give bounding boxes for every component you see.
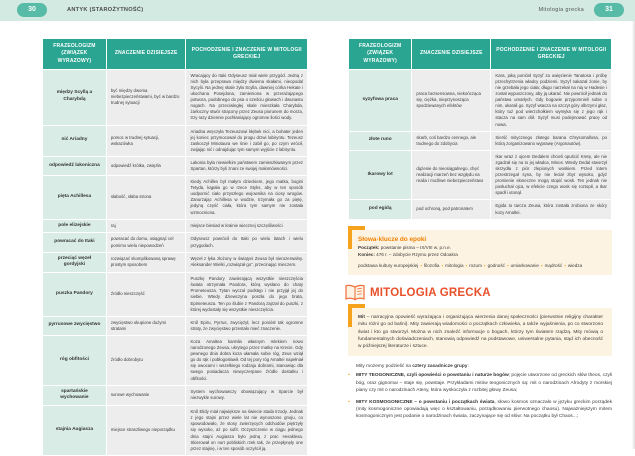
- phrase-cell: nić Ariadny: [43, 126, 106, 156]
- phrase-cell: między Scyllą a Charybdą: [43, 70, 106, 125]
- phrase-cell: złote runo: [349, 132, 411, 150]
- origin-cell: Kara, jaką poniósł Syzyf za uwięzienie Tanatosa i próbę przechytrzenia władcy podziemi. Syzyf nakazał żonie, by nie grzebała jego ciała; długo narzekał na nią w Hadesie i został wypuszczony, aby ją ukarać. Nie powrócił jednak do państwa umarłych. Gdy bogowie przypomnieli sobie o nim, ukarali go. Syzyf wtacza na szczyt góry olbrzymi głaz, który tuż pod wierzchołkiem wymyka się z jego rąk i stacza na sam dół. Syzyf musi podejmować pracę od nowa.: [491, 70, 611, 131]
- table-row: [43, 126, 307, 156]
- table-row: [43, 233, 307, 251]
- right-page-content: [348, 38, 612, 426]
- table-head-left: [43, 39, 307, 69]
- phrase-cell: pod egidą: [349, 200, 411, 218]
- list-item: [348, 372, 612, 394]
- epoch-end-text: 476 r. – zdobycie Rzymu przez Odoakra: [374, 252, 458, 258]
- phrase-cell: przeciąć węzeł gordyjski: [43, 253, 106, 273]
- phraseology-table-left: [42, 38, 308, 456]
- list-item-lead: MITY TEOGONICZNE, czyli opowieści o powstaniu i naturze bogów: [356, 373, 509, 379]
- meaning-cell: źródło dobrobytu: [107, 336, 186, 385]
- table-row: [349, 200, 611, 218]
- epoch-end-line: [358, 252, 603, 259]
- corner-bracket-icon: [348, 304, 365, 327]
- origin-cell: Koza Amaltea karmiła własnym mlekiem nowo narodzonego Zeusa, ukrytego przez matkę na Krecie. Gdy pewnego dnia dobra koza ułamała sobie róg, Zeus wziął go do rąk i pobłogosławił. Od tej pory róg Amaltei napełniał się owocami i wszelkiego rodzaju dobrami, stanowiąc dla swego posiadacza niewyczerpane źródło dostatku i obfitości.: [186, 336, 307, 385]
- table-row: [349, 70, 611, 131]
- origin-cell: System wychowawczy obowiązujący w Sparcie był niezwykle surowy.: [186, 386, 307, 406]
- groups-intro: [356, 363, 612, 370]
- keyword: umiarkowanie: [510, 262, 539, 268]
- origin-cell: Sierść mitycznego złotego barana Chrysomallosa, po którą zorganizowano wyprawę (Argonautów).: [491, 132, 611, 150]
- section-heading: [344, 284, 612, 302]
- keywords-line: [358, 262, 603, 269]
- origin-cell: Wracający do Itaki Odyseusz miał wiele przygód. Jedną z nich była przeprawa między dwiema skałami, nieopodal Sycylii. Na jednej skale żyła Scylla, dawniej córka Hekate i ukochana Posejdona, zamieniona w przerażającego potwora, podobnego do psa o sześciu głowach i dwunastu nogach. Na przeciwległej skale mieszkała Charybda, żarłoczny stwór strącony przez Zeusa piorunem do morza, trzy razy dziennie pochłaniający ogromne ilości wody.: [186, 70, 307, 125]
- column-header-origin: POCHODZENIE I ZNACZENIE W MITOLOGII GRECKIEJ: [186, 39, 307, 69]
- keyword-separator-icon: ▪: [506, 262, 509, 268]
- column-header-origin: POCHODZENIE I ZNACZENIE W MITOLOGII GRECKIEJ: [491, 39, 611, 69]
- groups-intro-post: :: [467, 364, 469, 370]
- keywords-box-title: Słowa-klucze do epoki: [358, 235, 427, 243]
- page-number-right: 31: [594, 3, 624, 17]
- phraseology-table-right: [348, 38, 612, 220]
- header-row: [43, 39, 307, 69]
- keyword-separator-icon: ▪: [441, 262, 444, 268]
- list-item-lead: MITY KOSMOGONICZNE – o powstaniu i początkach świata: [356, 399, 495, 405]
- keyword: wiedza: [567, 262, 583, 268]
- origin-cell: Puszkę Pandory zawierającą wszystkie nieszczęścia świata otrzymała Pandora, którą wysłano do chaty Prometeusza. Tytan wyczuł podstęp i nie przyjął jej do siebie. Wtedy dziewczyna poszła do jego brata, Epimeteusza. Ten po ślubie z Pandorą zajrzał do puszki, z której wydostały się wszystkie nieszczęścia.: [186, 273, 307, 316]
- meaning-cell: słabość, słaba strona: [107, 176, 186, 219]
- meaning-cell: być między dwoma niebezpieczeństwami, być w bardzo trudnej sytuacji: [107, 70, 186, 125]
- origin-cell: Kiedy Achilles był małym dzieckiem, jego matka, bogini Tetyda, kąpała go w rzece Styks, aby w ten sposób uodpornić ciało przyszłego wojownika na ciosy wrogów. Zanurzając Achillesa w wodzie, trzymała go za piętę, jedyną część ciała, która tym samym nie została wzmocniona.: [186, 176, 307, 219]
- keyword: mitologia: [445, 262, 464, 268]
- keyword-separator-icon: ▪: [420, 262, 422, 268]
- meaning-cell: pod ochroną, pod patronatem: [412, 200, 490, 218]
- column-header-meaning: ZNACZENIE DZISIEJSZE: [107, 39, 186, 69]
- definition-term: Mit: [358, 315, 365, 321]
- keyword: filozofia: [423, 262, 440, 268]
- list-item-text: ; pojęcie utworzone od greckich słów theos, czyli bóg, oraz gignomai – staje się, powstaje. Przykładami mitów teogonicznych są: mit o narodzinach Afrodyty z morskiej piany czy mit o narodzinach Ateny, która wyskoczyła z rozbitej głowy Zeusa;: [356, 373, 613, 393]
- epoch-start-label: Początek:: [358, 245, 380, 251]
- origin-cell: Lakonia była niewielkim państwem zamieszkiwanym przez Spartan, którzy byli znani ze swojej małomówności.: [186, 157, 307, 175]
- keyword-separator-icon: ▪: [465, 262, 468, 268]
- list-item-text: , słowo kosmos oznaczało w języku greckim porządek (mity kosmogoniczne opowiadają więc o kształtowaniu, porządkowaniu pierwotnego chaosu). Najważniejszym mitem kosmogonicznym jest podanie o narodzinach świata, zaczynające się od słów: Na początku był Chaos...;: [356, 399, 612, 420]
- phrase-cell: pyrrusowe zwycięstwo: [43, 317, 106, 335]
- table-row: [43, 253, 307, 273]
- origin-cell: Odyseusz powrócił do Itaki po wielu latach i wielu przygodach.: [186, 233, 307, 251]
- open-book-icon: [344, 284, 366, 302]
- keyword: rozum: [469, 262, 482, 268]
- table-row: [43, 406, 307, 455]
- table-row: [43, 70, 307, 125]
- keyword-separator-icon: ▪: [540, 262, 543, 268]
- bullet-square-icon: ▪: [348, 372, 350, 379]
- table-row: [43, 220, 307, 233]
- column-header-meaning: ZNACZENIE DZISIEJSZE: [412, 39, 490, 69]
- phrase-cell: stajnia Augiasza: [43, 406, 106, 455]
- phrase-cell: pole elizejskie: [43, 220, 106, 233]
- phrase-cell: Ikarowy lot: [349, 151, 411, 200]
- meaning-cell: surowe wychowanie: [107, 386, 186, 406]
- header-row: [349, 39, 611, 69]
- running-header-left: ANTYK (STAROŻYTNOŚĆ): [67, 7, 144, 13]
- page-number-left: 30: [17, 3, 47, 17]
- meaning-cell: powracać do domu, osiągnąć cel pomimo wielu niepowodzeń: [107, 233, 186, 251]
- left-page-content: [42, 38, 308, 456]
- bullet-square-icon: ▪: [348, 398, 350, 405]
- groups-intro-pre: Mity możemy podzielić na: [356, 364, 413, 370]
- table-row: [349, 132, 611, 150]
- meaning-cell: odpowiedź krótka, zwięzła: [107, 157, 186, 175]
- origin-cell: miejsce biesiad w krainie wiecznej szczęśliwości: [186, 220, 307, 233]
- table-head-right: [349, 39, 611, 69]
- meaning-cell: skarb, coś bardzo cennego, ale trudnego do zdobycia: [412, 132, 490, 150]
- epoch-end-label: Koniec:: [358, 252, 375, 258]
- table-row: [43, 386, 307, 406]
- groups-intro-bold: cztery zasadnicze grupy: [412, 364, 468, 370]
- column-header-phrase: FRAZEOLOGIZM (ZWIĄZEK WYRAZOWY): [349, 39, 411, 69]
- epoch-start-text: powstanie pisma – IX/VIII w. p.n.e.: [379, 245, 451, 251]
- table-row: [43, 157, 307, 175]
- meaning-cell: praca bezsensowna, niekończąca się, ciężka, nieprzynosząca spodziewanych efektów: [412, 70, 490, 131]
- table-row: [43, 317, 307, 335]
- table-row: [43, 176, 307, 219]
- phrase-cell: pięta Achillesa: [43, 176, 106, 219]
- groups-list: [348, 372, 612, 420]
- myth-groups: [348, 363, 612, 420]
- table-body-left: [43, 70, 307, 455]
- table-body-right: [349, 70, 611, 219]
- myth-definition: [358, 314, 603, 350]
- section-title: MITOLOGIA GRECKA: [370, 287, 491, 300]
- meaning-cell: raj: [107, 220, 186, 233]
- phrase-cell: powracać do Itaki: [43, 233, 106, 251]
- list-item: [348, 399, 612, 421]
- phrase-cell: róg obfitości: [43, 336, 106, 385]
- phrase-cell: syzyfowa praca: [349, 70, 411, 131]
- definition-text: – narracyjna opowieść wyrażająca i organizująca wierzenia danej społeczności (pierwotnie religijny charakter mitu różni go od baśni). Mity zawierają wiadomości o początkach człowieka, a także wyjaśnienia, po co stworzono świat i kto go stworzył. Można w nich znaleźć informacje o bogach, którzy tym światem rządzą. Mity mówią o fundamentalnych doświadczeniach, stanowią odpowiedź na podstawowe, uniwersalne pytania, stąd ich obecność w późniejszej literaturze i sztuce.: [358, 315, 603, 349]
- origin-cell: Król Epiru, Pyrrus, zwyciężył, lecz poniósł tak ogromne straty, że zwycięstwo przestało mieć znaczenie.: [186, 317, 307, 335]
- meaning-cell: zwycięstwo okupione dużymi stratami: [107, 317, 186, 335]
- keyword: mądrość: [544, 262, 563, 268]
- running-header-right: Mitologia grecka: [538, 7, 584, 13]
- meaning-cell: pomoc w trudnej sytuacji, wskazówka: [107, 126, 186, 156]
- keywords-box: [348, 230, 612, 276]
- table-row: [43, 336, 307, 385]
- table-row: [349, 151, 611, 200]
- epoch-start-line: [358, 245, 603, 252]
- keyword: podstawa kultury europejskiej: [358, 262, 419, 268]
- origin-cell: Egida to tarcza Zeusa, która została zrobiona ze skóry kozy Amaltei.: [491, 200, 611, 218]
- keyword: godność: [487, 262, 505, 268]
- meaning-cell: źródło nieszczęść: [107, 273, 186, 316]
- keyword-separator-icon: ▪: [483, 262, 486, 268]
- keyword-separator-icon: ▪: [564, 262, 566, 268]
- phrase-cell: spartańskie wychowanie: [43, 386, 106, 406]
- origin-cell: Ariadna wręczyła Tezeuszowi kłębek nici, a bohater jeden jej koniec przymocował do progu drzwi labiryntu. Tezeusz zaskoczył Minotaura we śnie i zabił go, po czym wrócił, zwijając nić i odnajdując tym samym wyjście z labiryntu.: [186, 126, 307, 156]
- corner-bracket-icon: [348, 226, 365, 249]
- meaning-cell: rozwiązać skomplikowaną sprawę prostym sposobem: [107, 253, 186, 273]
- column-header-phrase: FRAZEOLOGIZM (ZWIĄZEK WYRAZOWY): [43, 39, 106, 69]
- meaning-cell: dążenie do nieosiągalnego, chęć realizacji marzeń bez względu na realia i możliwe niebezpieczeństwo: [412, 151, 490, 200]
- definition-box: [348, 308, 612, 356]
- origin-cell: Węzeł z łyka złożony w świątyni Zeusa był nierozerwalny. Aleksander Wielki „rozwiązał go”, przecinając mieczem.: [186, 253, 307, 273]
- phrase-cell: odpowiedź lakoniczna: [43, 157, 106, 175]
- origin-cell: Ikar wraz z ojcem Dedalem chcieli opuścić Kretę, ale nie zgadzał się na to jej władca, Minos. Wtedy Dedal stworzył skrzydła z piór zlepionych woskiem. Przed lotem przestrzegał syna, by nie leciał zbyt wysoko, gdyż promienie słoneczne mogą stopić wosk. Ten jednak nie posłuchał ojca, w efekcie czego wosk się roztopił, a Ikar spadł i utonął.: [491, 151, 611, 200]
- table-row: [43, 273, 307, 316]
- phrase-cell: puszka Pandory: [43, 273, 106, 316]
- meaning-cell: miejsce straszliwego nieporządku: [107, 406, 186, 455]
- origin-cell: Król Elidy miał największe na świecie stada trzody. Jednak z jego stajni przez wiele lat nie wynoszono gnoju, co spowodowało, że stosy zwierzęcych odchodów piętrzyły się wysoko, aż po sufit. Oczyszczenie w ciągu jednego dnia stajni Augiasza było jedną z prac Heraklesa. Skierował on nurt pobliskich rzek tak, że przepłynęły one przez stajnię, i w ten sposób oczyścił ją.: [186, 406, 307, 455]
